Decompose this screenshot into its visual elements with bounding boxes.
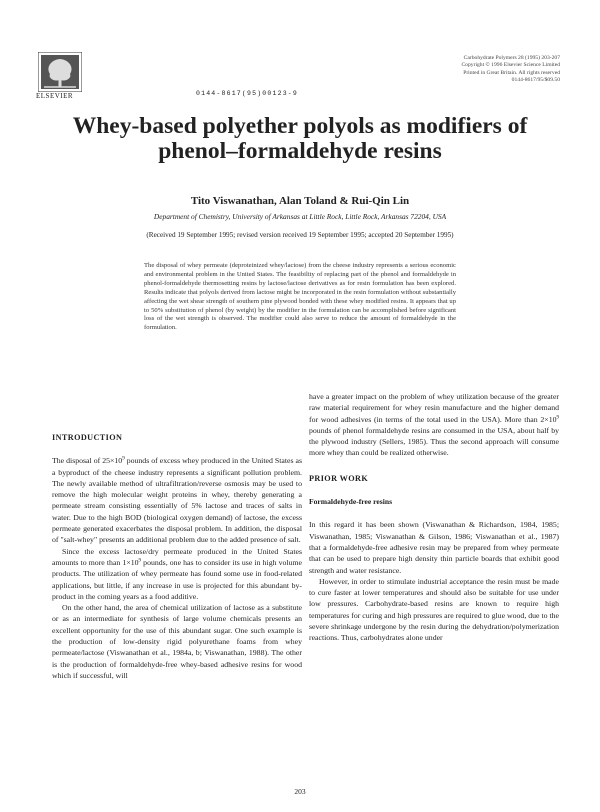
- journal-meta: [420, 55, 560, 85]
- page-number: 203: [294, 787, 306, 796]
- printed-line: Printed in Great Britain. All rights reserved: [463, 69, 560, 76]
- affiliation: Department of Chemistry, University of Arkansas at Little Rock, Little Rock, Arkansas 72204, USA: [153, 212, 447, 221]
- article-title: [40, 114, 560, 164]
- intro-paragraph-1: The disposal of $25\times 10^9$ pounds of excess whey produced in the United States as a byproduct of the cheese industry represents a significant pollution problem. The newly available method of ultrafiltration/reverse osmosis may be used to remove the high molecular weight proteins in whey, thereby generating a permeate stream consisting essentially of 5% lactose and traces of salts in water. Due to the high BOD (biological oxygen demand) of lactose, the excess permeate generated exacerbates the disposal problem. In addition, the disposal of "salt-whey" presents an additional problem due to the added presence of salt.: [52, 456, 302, 545]
- title-line-1: Whey-based polyether polyols as modifiers of: [72, 113, 528, 139]
- journal-citation: Carbohydrate Polymers 28 (1995) 203-207: [463, 55, 560, 61]
- subsection-heading: Formaldehyde-free resins: [309, 497, 393, 507]
- right-column: [309, 391, 559, 644]
- intro-paragraph-3: On the other hand, the area of chemical utilization of lactose as a substitute or as an intermediate for synthesis of large volume chemicals presents an excellent opportunity for the use of this abundant sugar. One such example is the production of low-density rigid polyurethane foams from whey permeate/lactose (Viswanathan et al., 1984a, b; Viswanathan, 1988). The other is the production of formaldehyde-free whey-based adhesive resins for wood which if successful, will: [52, 603, 302, 680]
- intro-paragraph-2: Since the excess lactose/dry permeate produced in the United States amounts to more than $1\times 10^9$ pounds, one has to consider its use in high volume products. The utilization of whey permeate has found some use in food-related applications, but little, if any increase in use is projected for this abundant by-product in the coming years as a food additive.: [52, 546, 303, 601]
- section-heading-introduction: INTRODUCTION: [52, 433, 123, 442]
- title-line-2: phenol–formaldehyde resins: [158, 138, 442, 164]
- prior-work-paragraph-1: In this regard it has been shown (Viswanathan & Richardson, 1984, 1985; Viswanathan, 1985; Viswanathan & Gilson, 1986; Viswanathan et al., 1987) that a formaldehyde-free adhesive resin may be prepared from whey permeate that can be used to prepare high density thin particle boards that exhibit good strength and water resistance.: [309, 520, 559, 575]
- section-heading-prior-work: PRIOR WORK: [309, 473, 369, 483]
- received-dates: (Received 19 September 1995; revised version received 19 September 1995; accepted 20 September 1995): [146, 231, 454, 239]
- abstract: The disposal of whey permeate (deproteinized whey/lactose) from the cheese industry represents a serious economic and environmental problem in the United States. The feasibility of replacing part of the phenol and formaldehyde in phenol-formaldehyde thermosetting resins by lactose/lactose derivatives as for resin formulation has been explored. Results indicate that polyols derived from lactose might be incorporated in the resin formulation without substantially affecting the wet shear strength of southern pine plywood bonded with these whey modified resins. It appears that up to 50% substitution of phenol (by weight) by the modifier in the formulation can be accomplished before significant loss of the wet strength is observed. The modifier could also serve to reduce the amount of formaldehyde in the formulation.: [144, 262, 456, 332]
- elsevier-logo: [38, 52, 82, 92]
- intro-paragraph-continued: have a greater impact on the problem of whey utilization because of the greater raw material requirement for whey resin manufacture and the higher demand for wood adhesives (in terms of the total used in the USA). More than $2\times 10^9$ pounds of phenol formaldehyde resins are consumed in the USA, about half by the plywood industry (Sellers, 1985). Thus the second approach will consume more whey than could be realized otherwise.: [309, 392, 559, 458]
- prior-work-paragraph-2: However, in order to stimulate industrial acceptance the resin must be made to cure faster at lower temperatures and should also be suitable for use under low pressures. Carbohydrate-based resins are known to require high temperatures for curing and high pressures are required to glue wood, due to the severe shrinkage undergone by the resin during the dehydration/polymerization reactions. Thus, carbohydrates alone under: [309, 576, 559, 643]
- issn-price: 0144-8617/95/$09.50: [511, 77, 560, 84]
- publisher-name: ELSEVIER: [36, 92, 74, 100]
- authors: Tito Viswanathan, Alan Toland & Rui-Qin Lin: [190, 195, 410, 207]
- article-code: 0144-8617(95)00123-9: [196, 90, 299, 97]
- copyright-line: Copyright © 1996 Elsevier Science Limited: [461, 62, 560, 69]
- left-column: [52, 432, 302, 681]
